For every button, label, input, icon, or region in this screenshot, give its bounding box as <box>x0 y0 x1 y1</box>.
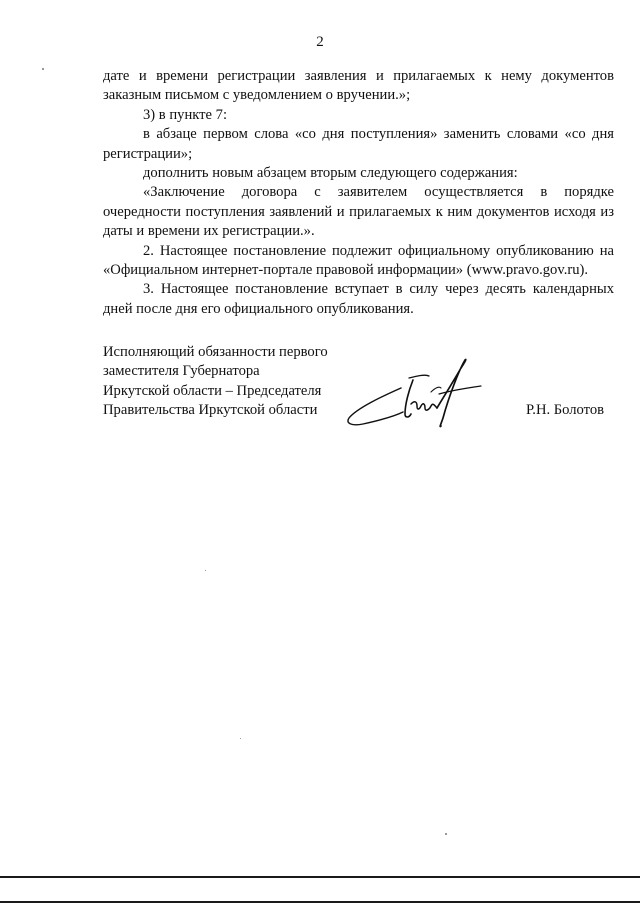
signatory-title-line: Правительства Иркутской области <box>103 402 318 419</box>
paragraph-continuation: дате и времени регистрации заявления и прилагаемых к нему документов заказным письмом с уведомлением о вручении.»; <box>103 68 614 104</box>
signatory-title-line: Исполняющий обязанности первого <box>103 344 328 360</box>
paragraph-entry-into-force: 3. Настоящее постановление вступает в силу через десять календарных дней после дня его официального опубликования. <box>103 281 614 317</box>
scan-speck <box>205 570 206 571</box>
document-body <box>103 67 614 319</box>
signer-name: Р.Н. Болотов <box>526 402 605 418</box>
signatory-title <box>103 343 363 421</box>
scan-edge-line <box>0 901 640 903</box>
scan-speck <box>42 68 44 70</box>
paragraph-publication: 2. Настоящее постановление подлежит официальному опубликованию на «Официальном интернет-портале правовой информации» (www.pravo.gov.ru). <box>103 242 614 279</box>
scan-speck <box>240 738 241 739</box>
signatory-title-line: заместителя Губернатора <box>103 363 260 380</box>
scan-speck <box>445 833 447 835</box>
paragraph-item-3: 3) в пункте 7: <box>143 106 228 123</box>
paragraph-quoted-abzac: «Заключение договора с заявителем осуществляется в порядке очередности поступления заявлений и прилагаемых к ним документов исходя из даты и времени их регистрации.». <box>103 184 614 240</box>
signatory-title-line: Иркутской области – Председателя <box>103 382 322 399</box>
handwritten-signature <box>343 352 493 437</box>
page-number: 2 <box>316 34 324 50</box>
paragraph-add-abzac: дополнить новым абзацем вторым следующего содержания: <box>143 165 518 182</box>
paragraph-first-abzac-change: в абзаце первом слова «со дня поступления» заменить словами «со дня регистрации»; <box>103 126 614 162</box>
scan-edge-line <box>0 876 640 878</box>
